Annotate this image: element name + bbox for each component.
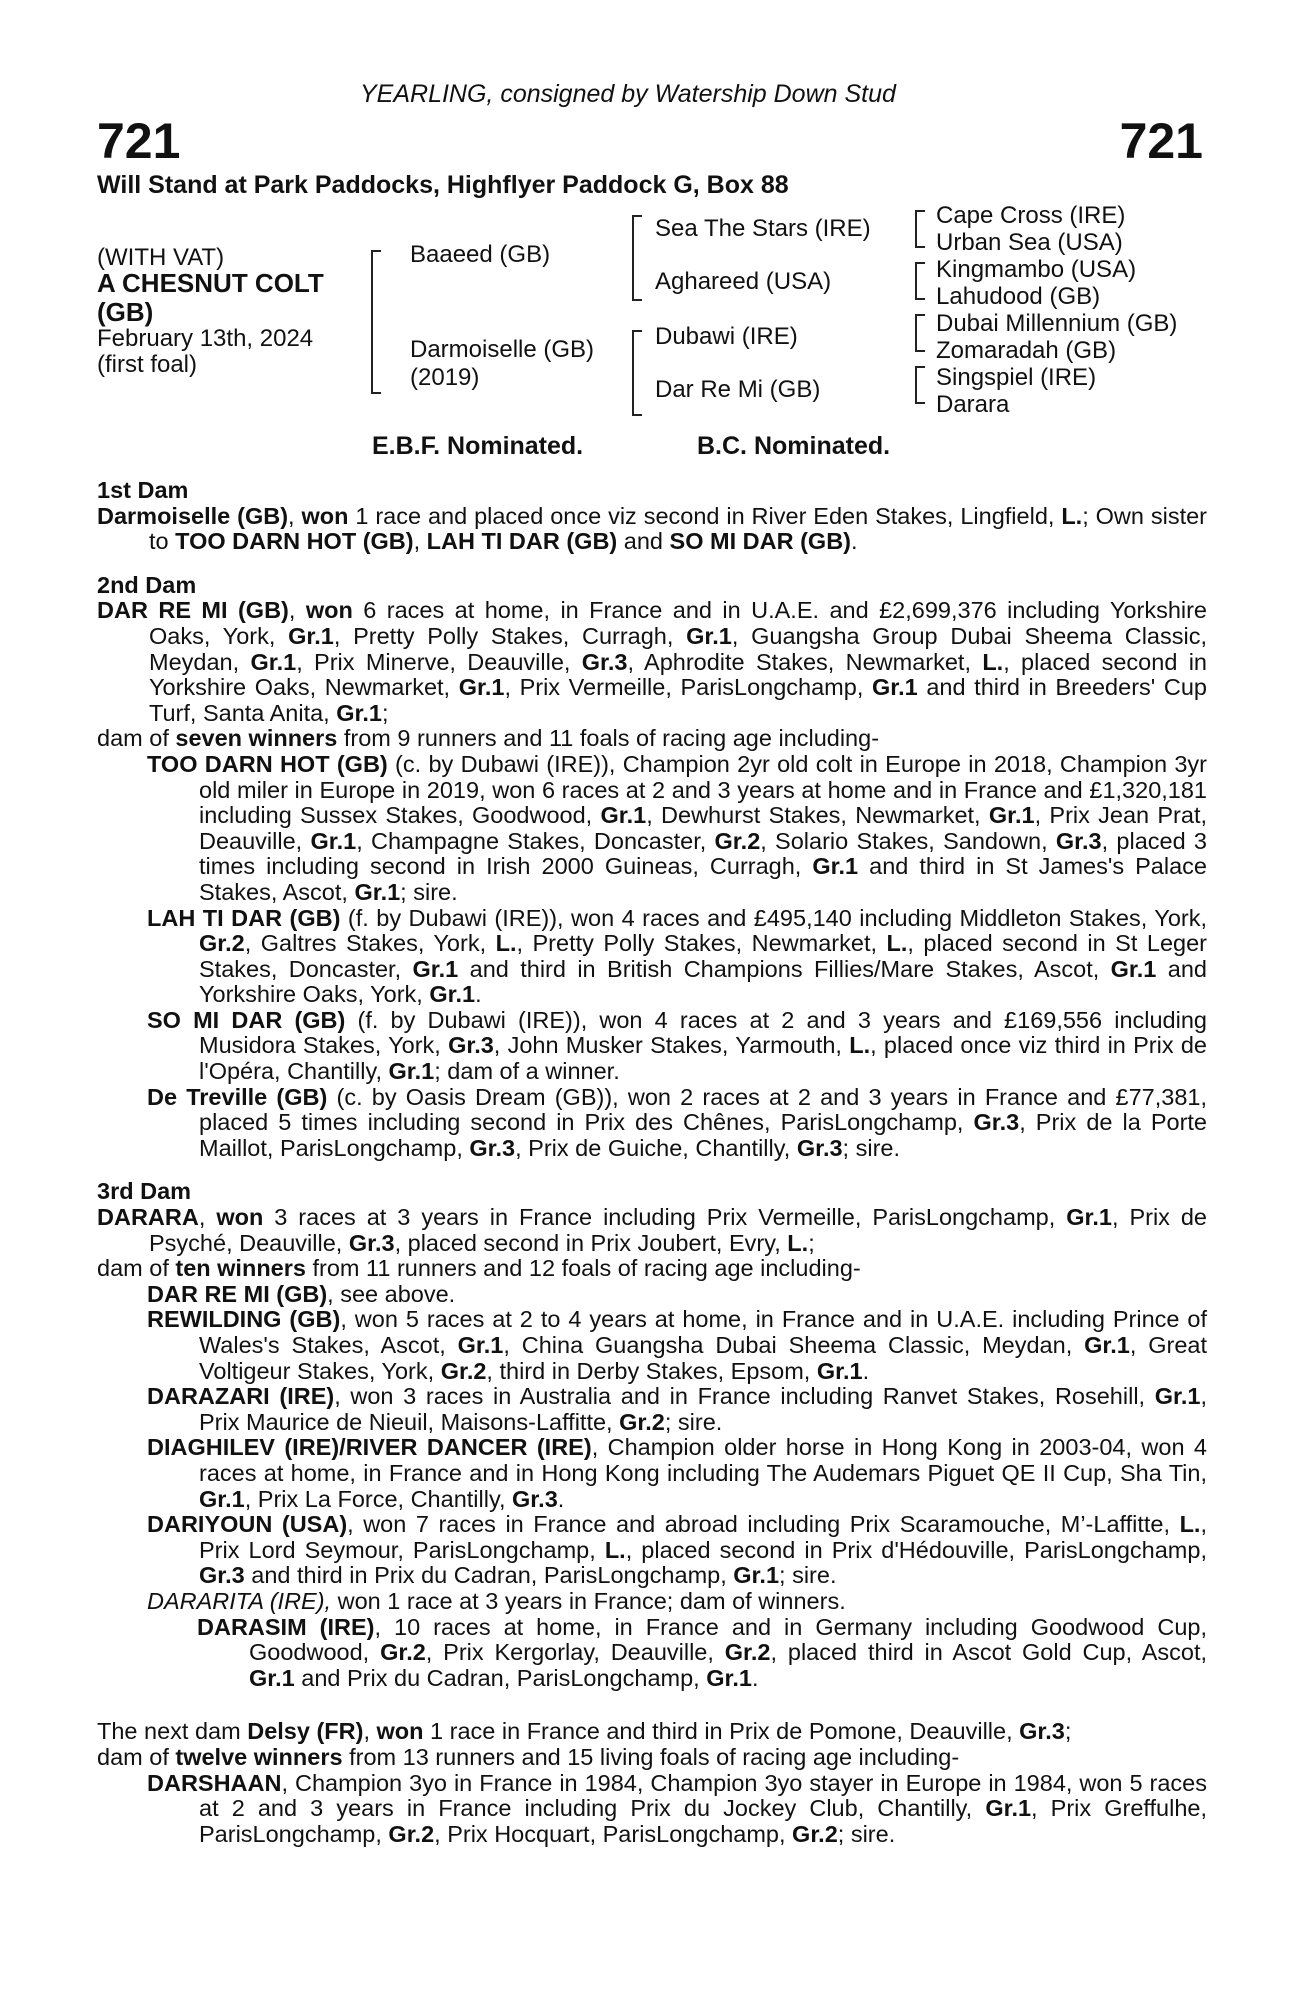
section-heading-2nd-dam: 2nd Dam — [97, 571, 197, 598]
pedigree-brace-3d — [915, 366, 925, 404]
grand-produce-entry: DARASIM (IRE), 10 races at home, in France and in Germany including Goodwood Cup, Goodwood, Gr.2, Prix Kergorlay, Deauville, Gr.2, placed third in Ascot Gold Cup, Ascot, Gr.1 and Prix du Cadran, ParisLongchamp, Gr.1. — [197, 1613, 1208, 1691]
lot-number-right: 721 — [1119, 113, 1203, 169]
bc-nomination: B.C. Nominated. — [697, 432, 891, 460]
pedigree-dam-year: (2019) — [410, 364, 480, 391]
pedigree-brace-2a — [632, 215, 642, 301]
produce-entry: DAR RE MI (GB), see above. — [147, 1280, 456, 1307]
produce-entry: REWILDING (GB), won 5 races at 2 to 4 years at home, in France and in U.A.E. including Prince of Wales's Stakes, Ascot, Gr.1, China Guangsha Dubai Sheema Classic, Meydan, Gr.1, Great Voltigeur Stakes, York, Gr.2, third in Derby Stakes, Epsom, Gr.1. — [147, 1306, 1208, 1384]
produce-entry: DARARITA (IRE), won 1 race at 3 years in France; dam of winners. — [147, 1587, 846, 1614]
dam-entry: Darmoiselle (GB), won 1 race and placed once viz second in River Eden Stakes, Lingfield, L.; Own sister to TOO DARN HOT (GB), LAH TI DAR (GB) and SO MI DAR (GB). — [97, 502, 1208, 555]
second-dam-entry: DAR RE MI (GB), won 6 races at home, in France and in U.A.E. and £2,699,376 including Yorkshire Oaks, York, Gr.1, Pretty Polly Stakes, Curragh, Gr.1, Guangsha Group Dubai Sheema Classic, Meydan, Gr.1, Prix Minerve, Deauville, Gr.3, Aphrodite Stakes, Newmarket, L., placed second in Yorkshire Oaks, Newmarket, Gr.1, Prix Vermeille, ParisLongchamp, Gr.1 and third in Breeders' Cup Turf, Santa Anita, Gr.1; — [97, 597, 1208, 726]
produce-entry: DARIYOUN (USA), won 7 races in France and abroad including Prix Scaramouche, M’-Laffitte, L., Prix Lord Seymour, ParisLongchamp, L., placed second in Prix d'Hédouville, ParisLongchamp, Gr.3 and third in Prix du Cadran, ParisLongchamp, Gr.1; sire. — [147, 1511, 1207, 1589]
pedigree-brace-2b — [632, 330, 642, 416]
location-line: Will Stand at Park Paddocks, Highflyer Paddock G, Box 88 — [97, 171, 789, 199]
lot-number-left: 721 — [97, 113, 181, 169]
pedigree-ggp-2: Urban Sea (USA) — [936, 229, 1123, 256]
produce-entry: SO MI DAR (GB) (f. by Dubawi (IRE)), won 4 races at 2 and 3 years and £169,556 including Musidora Stakes, York, Gr.3, John Musker Stakes, Yarmouth, L., placed once viz third in Prix de l'Opéra, Chantilly, Gr.1; dam of a winner. — [147, 1006, 1207, 1085]
pedigree-dam-sire: Dubawi (IRE) — [655, 323, 798, 350]
produce-entry: LAH TI DAR (GB) (f. by Dubawi (IRE)), won 4 races and £495,140 including Middleton Stakes, York, Gr.2, Galtres Stakes, York, L., Pretty Polly Stakes, Newmarket, L., placed second in St Leger Stakes, Doncaster, Gr.1 and third in British Champions Fillies/Mare Stakes, Ascot, Gr.1 and Yorkshire Oaks, York, Gr.1. — [147, 904, 1207, 1008]
pedigree-dam: Darmoiselle (GB) — [410, 336, 595, 363]
produce-entry: De Treville (GB) (c. by Oasis Dream (GB)), won 2 races at 2 and 3 years in France and £77,381, placed 5 times including second in Prix des Chênes, ParisLongchamp, Gr.3, Prix de la Porte Maillot, ParisLongchamp, Gr.3, Prix de Guiche, Chantilly, Gr.3; sire. — [147, 1083, 1208, 1161]
produce-entry: TOO DARN HOT (GB) (c. by Dubawi (IRE)), Champion 2yr old colt in Europe in 2018, Champion 3yr old miler in Europe in 2019, won 6 races at 2 and 3 years at home and in France and £1,320,181 including Sussex Stakes, Goodwood, Gr.1, Dewhurst Stakes, Newmarket, Gr.1, Prix Jean Prat, Deauville, Gr.1, Champagne Stakes, Doncaster, Gr.2, Solario Stakes, Sandown, Gr.3, placed 3 times including second in Irish 2000 Guineas, Curragh, Gr.1 and third in St James's Palace Stakes, Ascot, Gr.1; sire. — [147, 750, 1208, 905]
third-dam-entry: DARARA, won 3 races at 3 years in France including Prix Vermeille, ParisLongchamp, Gr.1, Prix de Psyché, Deauville, Gr.3, placed second in Prix Joubert, Evry, L.; — [97, 1204, 1208, 1256]
produce-entry: DARAZARI (IRE), won 3 races in Australia and in France including Ranvet Stakes, Rosehill, Gr.1, Prix Maurice de Nieuil, Maisons-Laffitte, Gr.2; sire. — [147, 1383, 1207, 1435]
produce-entry: DIAGHILEV (IRE)/RIVER DANCER (IRE), Champion older horse in Hong Kong in 2003-04, won 4 races at home, in France and in Hong Kong including The Audemars Piguet QE II Cup, Sha Tin, Gr.1, Prix La Force, Chantilly, Gr.3. — [147, 1434, 1207, 1512]
pedigree-ggp-8: Darara — [936, 391, 1010, 418]
pedigree-ggp-6: Zomaradah (GB) — [936, 337, 1117, 364]
lot-foaled: February 13th, 2024 — [97, 325, 314, 352]
pedigree-ggp-5: Dubai Millennium (GB) — [936, 310, 1178, 337]
pedigree-brace-1 — [371, 250, 381, 394]
pedigree-ggp-1: Cape Cross (IRE) — [936, 202, 1126, 229]
pedigree-brace-3c — [915, 314, 925, 352]
pedigree-sire-sire: Sea The Stars (IRE) — [655, 215, 871, 242]
lot-description-line2: (GB) — [97, 297, 154, 327]
produce-entry: DARSHAAN, Champion 3yo in France in 1984, Champion 3yo stayer in Europe in 1984, won 5 races at 2 and 3 years in France including Prix du Jockey Club, Chantilly, Gr.1, Prix Greffulhe, ParisLongchamp, Gr.2, Prix Hocquart, ParisLongchamp, Gr.2; sire. — [147, 1769, 1207, 1847]
ebf-nomination: E.B.F. Nominated. — [372, 432, 584, 460]
catalogue-body — [97, 478, 1207, 1847]
section-heading-1st-dam: 1st Dam — [97, 477, 189, 503]
lot-description-line1: A CHESNUT COLT — [97, 268, 324, 298]
section-heading-3rd-dam: 3rd Dam — [97, 1178, 192, 1205]
lot-vat: (WITH VAT) — [97, 244, 225, 271]
lot-note: (first foal) — [97, 351, 198, 378]
second-dam-produce-summary: dam of seven winners from 9 runners and 11 foals of racing age including- — [97, 725, 880, 752]
pedigree-ggp-7: Singspiel (IRE) — [936, 364, 1097, 391]
pedigree-sire-dam: Aghareed (USA) — [655, 268, 832, 295]
third-dam-produce-summary: dam of ten winners from 11 runners and 12 foals of racing age including- — [97, 1255, 861, 1282]
pedigree-ggp-3: Kingmambo (USA) — [936, 256, 1137, 283]
consignment-line: YEARLING, consigned by Watership Down Stud — [360, 80, 896, 108]
pedigree-ggp-4: Lahudood (GB) — [936, 283, 1101, 310]
pedigree-brace-3b — [915, 262, 925, 300]
pedigree-sire: Baaeed (GB) — [410, 241, 551, 268]
next-dam-produce-summary: dam of twelve winners from 13 runners and 15 living foals of racing age including- — [97, 1743, 960, 1770]
next-dam-entry: The next dam Delsy (FR), won 1 race in France and third in Prix de Pomone, Deauville, Gr.3; — [97, 1718, 1072, 1745]
pedigree-dam-dam: Dar Re Mi (GB) — [655, 376, 821, 403]
pedigree-brace-3a — [915, 210, 925, 248]
